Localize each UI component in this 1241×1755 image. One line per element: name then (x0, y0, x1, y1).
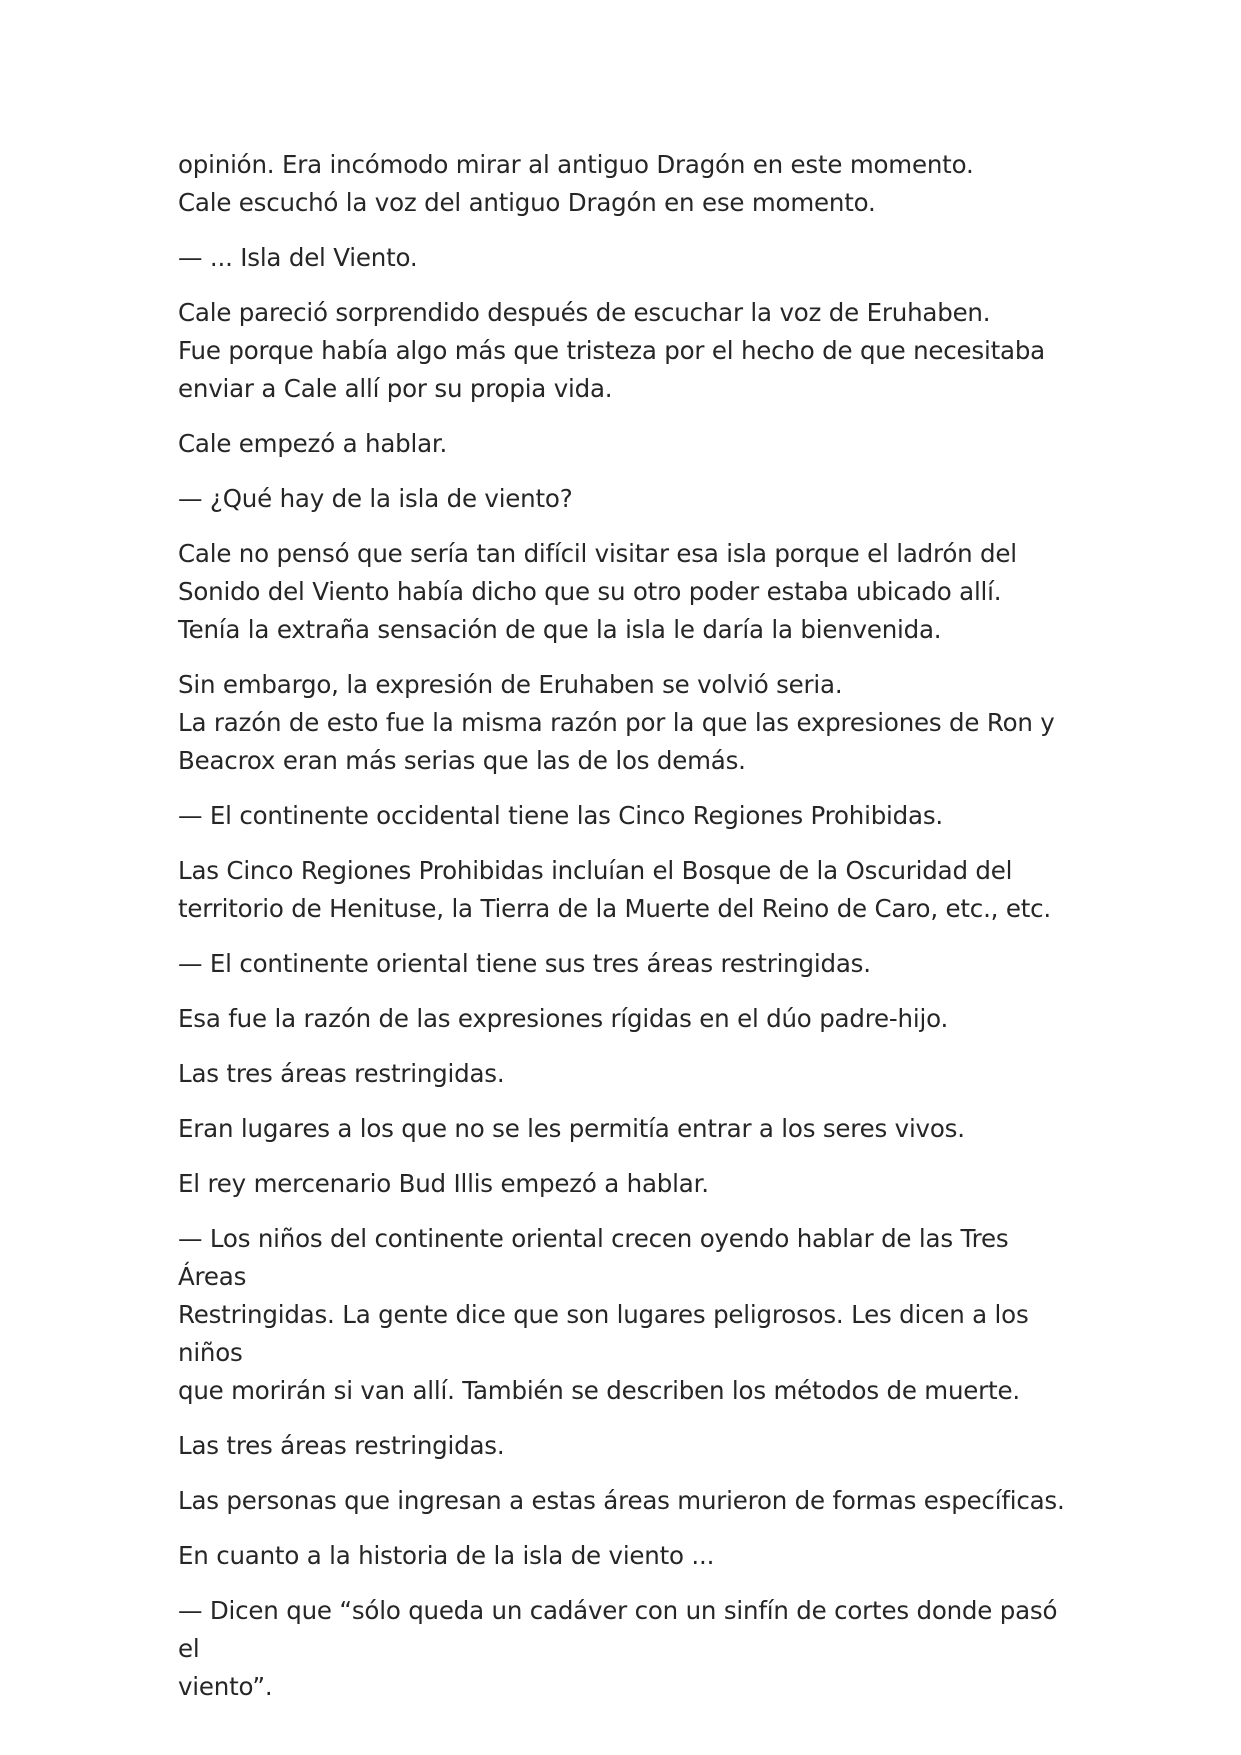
text-line: que morirán si van allí. También se describen los métodos de muerte. (178, 1376, 1020, 1405)
text-line: La razón de esto fue la misma razón por la que las expresiones de Ron y (178, 708, 1055, 737)
text-line: Cale empezó a hablar. (178, 429, 448, 458)
paragraph (178, 1482, 1078, 1520)
paragraph (178, 535, 1078, 649)
text-line: — El continente occidental tiene las Cinco Regiones Prohibidas. (178, 801, 943, 830)
text-line: Las tres áreas restringidas. (178, 1431, 505, 1460)
text-line: Tenía la extraña sensación de que la isla le daría la bienvenida. (178, 615, 942, 644)
text-line: enviar a Cale allí por su propia vida. (178, 374, 613, 403)
text-line: territorio de Henituse, la Tierra de la Muerte del Reino de Caro, etc., etc. (178, 894, 1051, 923)
text-line: En cuanto a la historia de la isla de viento ... (178, 1541, 715, 1570)
paragraph (178, 294, 1078, 408)
text-line: El rey mercenario Bud Illis empezó a hablar. (178, 1169, 709, 1198)
paragraph (178, 1000, 1078, 1038)
document-page (178, 146, 1078, 1723)
paragraph (178, 666, 1078, 780)
text-line: Eran lugares a los que no se les permitía entrar a los seres vivos. (178, 1114, 965, 1143)
text-line: Las personas que ingresan a estas áreas murieron de formas específicas. (178, 1486, 1065, 1515)
text-line: — Los niños del continente oriental crecen oyendo hablar de las Tres Áreas (178, 1224, 1009, 1291)
text-line: Sin embargo, la expresión de Eruhaben se volvió seria. (178, 670, 843, 699)
paragraph (178, 1110, 1078, 1148)
text-line: — ¿Qué hay de la isla de viento? (178, 484, 573, 513)
text-line: opinión. Era incómodo mirar al antiguo Dragón en este momento. (178, 150, 974, 179)
text-line: Fue porque había algo más que tristeza por el hecho de que necesitaba (178, 336, 1045, 365)
text-line: viento”. (178, 1672, 273, 1701)
text-line: Cale no pensó que sería tan difícil visitar esa isla porque el ladrón del (178, 539, 1017, 568)
paragraph (178, 1220, 1078, 1410)
text-line: Las tres áreas restringidas. (178, 1059, 505, 1088)
paragraph (178, 239, 1078, 277)
paragraph (178, 945, 1078, 983)
paragraph (178, 1537, 1078, 1575)
paragraph (178, 1165, 1078, 1203)
text-line: Sonido del Viento había dicho que su otro poder estaba ubicado allí. (178, 577, 1002, 606)
paragraph (178, 146, 1078, 222)
text-line: Beacrox eran más serias que las de los demás. (178, 746, 746, 775)
text-line: Las Cinco Regiones Prohibidas incluían el Bosque de la Oscuridad del (178, 856, 1013, 885)
text-line: Cale escuchó la voz del antiguo Dragón en ese momento. (178, 188, 876, 217)
paragraph (178, 852, 1078, 928)
paragraph (178, 425, 1078, 463)
paragraph (178, 1055, 1078, 1093)
text-line: — El continente oriental tiene sus tres áreas restringidas. (178, 949, 871, 978)
paragraph (178, 1592, 1078, 1706)
paragraph (178, 480, 1078, 518)
paragraph (178, 1427, 1078, 1465)
paragraph (178, 797, 1078, 835)
text-line: Cale pareció sorprendido después de escuchar la voz de Eruhaben. (178, 298, 991, 327)
text-line: Esa fue la razón de las expresiones rígidas en el dúo padre-hijo. (178, 1004, 949, 1033)
text-line: Restringidas. La gente dice que son lugares peligrosos. Les dicen a los niños (178, 1300, 1029, 1367)
text-line: — Dicen que “sólo queda un cadáver con un sinfín de cortes donde pasó el (178, 1596, 1058, 1663)
text-line: — ... Isla del Viento. (178, 243, 418, 272)
